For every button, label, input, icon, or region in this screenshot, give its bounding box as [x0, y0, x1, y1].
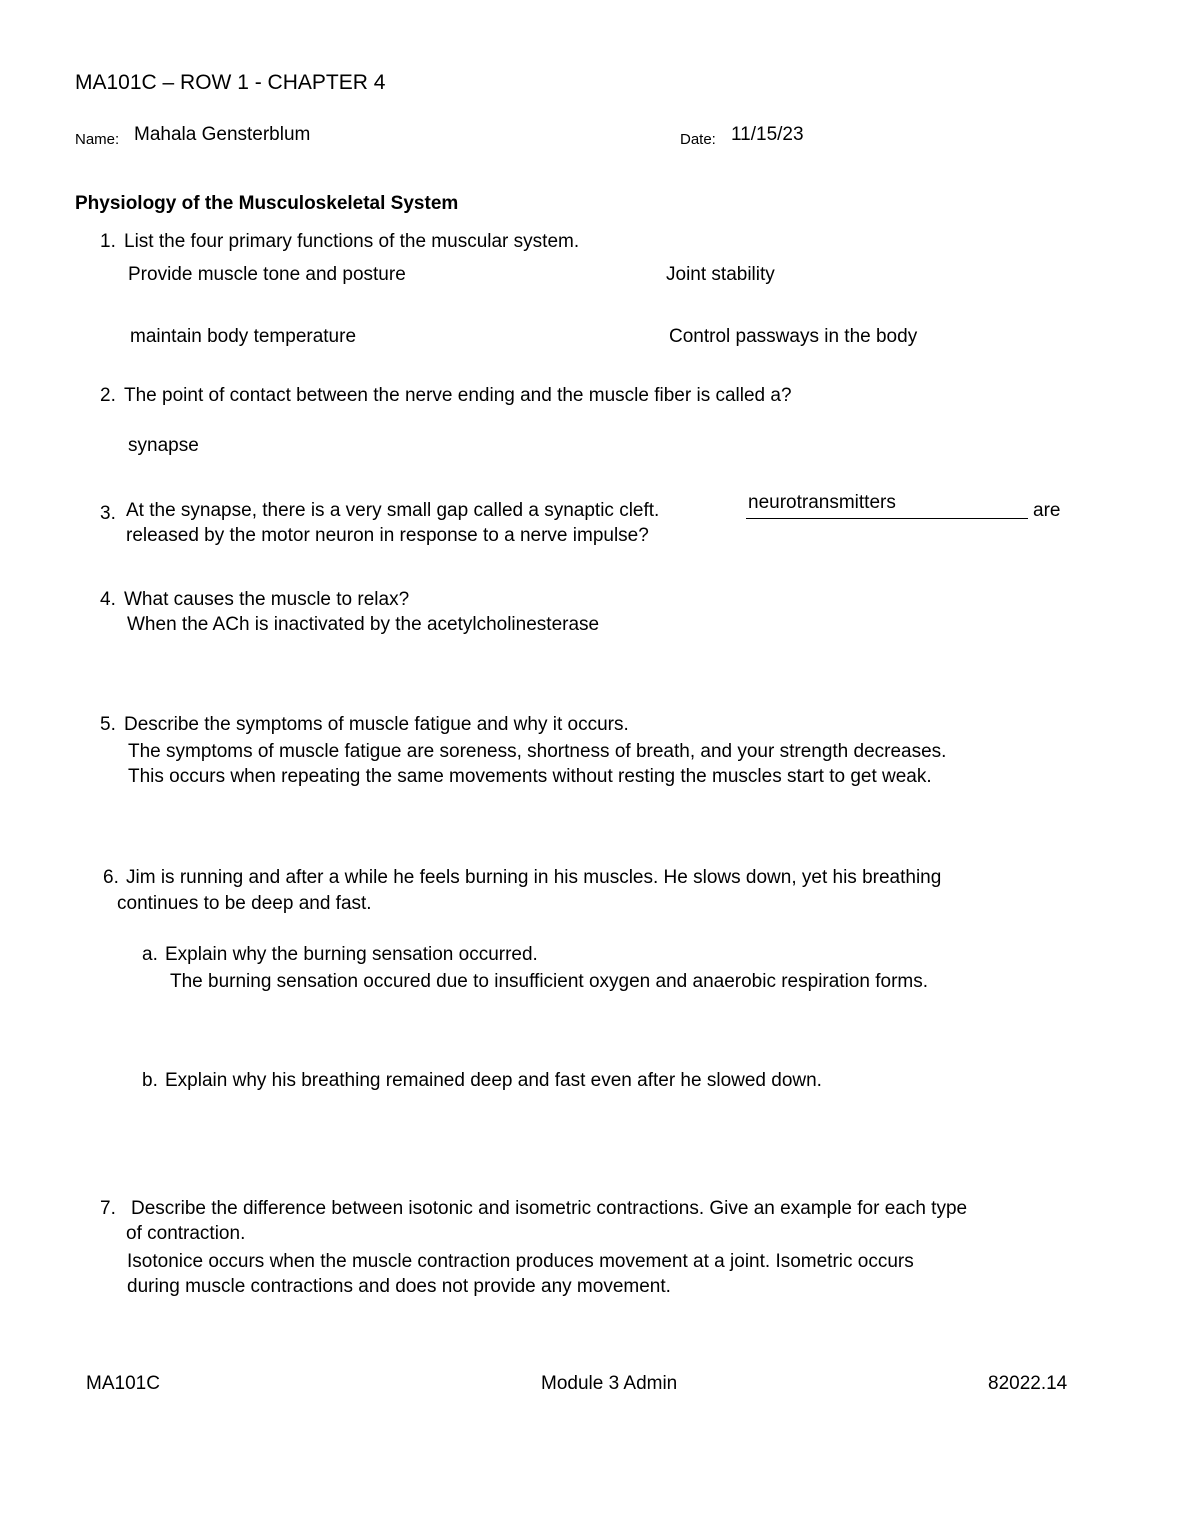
name-value: Mahala Gensterblum	[134, 124, 311, 145]
q6a-text: Explain why the burning sensation occurred.	[165, 944, 538, 965]
q1-answer-4: Control passways in the body	[669, 326, 918, 347]
q2-number: 2.	[100, 385, 116, 406]
q3-text-after: are	[1033, 500, 1061, 521]
q1-answer-1: Provide muscle tone and posture	[128, 264, 406, 285]
q3-number: 3.	[100, 503, 116, 524]
footer-center: Module 3 Admin	[541, 1373, 678, 1394]
q3-answer-blank[interactable]	[746, 492, 1028, 519]
document-title: MA101C – ROW 1 - CHAPTER 4	[75, 71, 386, 94]
q6a-label: a.	[142, 944, 158, 965]
q6b-label: b.	[142, 1070, 158, 1091]
q6a-answer: The burning sensation occured due to insufficient oxygen and anaerobic respiration forms.	[170, 971, 928, 992]
q3-text-line2: released by the motor neuron in response to a nerve impulse?	[126, 525, 649, 546]
q4-text: What causes the muscle to relax?	[124, 589, 410, 610]
q6b-text: Explain why his breathing remained deep and fast even after he slowed down.	[165, 1070, 822, 1091]
q2-text: The point of contact between the nerve ending and the muscle fiber is called a?	[124, 385, 792, 406]
q6-number: 6.	[103, 867, 119, 888]
q5-text: Describe the symptoms of muscle fatigue and why it occurs.	[124, 714, 629, 735]
q2-answer: synapse	[128, 435, 199, 456]
q7-answer-line1: Isotonice occurs when the muscle contraction produces movement at a joint. Isometric occurs	[127, 1251, 914, 1272]
footer-left: MA101C	[86, 1373, 160, 1394]
section-title: Physiology of the Musculoskeletal System	[75, 193, 459, 214]
date-value: 11/15/23	[731, 124, 804, 145]
q1-text: List the four primary functions of the muscular system.	[124, 231, 580, 252]
q7-text-line2: of contraction.	[126, 1223, 246, 1244]
q4-number: 4.	[100, 589, 116, 610]
q5-answer-line1: The symptoms of muscle fatigue are soreness, shortness of breath, and your strength decreases.	[128, 741, 947, 762]
q3-text: At the synapse, there is a very small gap called a synaptic cleft.	[126, 500, 660, 521]
date-label: Date:	[680, 131, 716, 148]
q5-number: 5.	[100, 714, 116, 735]
q1-answer-3: maintain body temperature	[130, 326, 357, 347]
q6-text-line1: Jim is running and after a while he feels burning in his muscles. He slows down, yet his breathing	[126, 867, 942, 888]
footer-right: 82022.14	[988, 1373, 1068, 1394]
q1-number: 1.	[100, 231, 116, 252]
q7-answer-line2: during muscle contractions and does not provide any movement.	[127, 1276, 671, 1297]
name-label: Name:	[75, 131, 120, 148]
q7-text-line1: Describe the difference between isotonic and isometric contractions. Give an example for each type	[131, 1198, 968, 1219]
q3-blank-answer: neurotransmitters	[748, 492, 896, 513]
q6-text-line2: continues to be deep and fast.	[117, 893, 372, 914]
q4-answer: When the ACh is inactivated by the acetylcholinesterase	[127, 614, 600, 635]
q7-number: 7.	[100, 1198, 116, 1219]
q5-answer-line2: This occurs when repeating the same movements without resting the muscles start to get weak.	[128, 766, 932, 787]
q1-answer-2: Joint stability	[666, 264, 775, 285]
